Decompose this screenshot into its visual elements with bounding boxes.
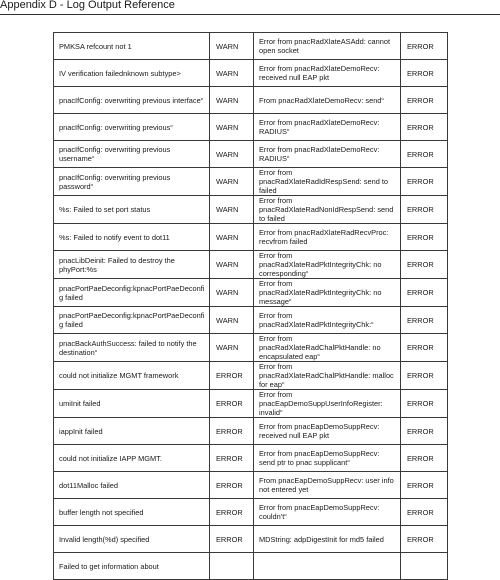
table-row [54,168,448,196]
severity-cell: ERROR [210,390,254,418]
message-cell: pnacBackAuthSuccess: failed to notify the destination“ [54,334,210,362]
severity-cell-right: ERROR [401,196,448,224]
log-table-body [54,33,448,580]
message-cell: umiInit failed [54,390,210,418]
severity-cell-right: ERROR [401,251,448,279]
table-row [54,60,448,87]
message-cell: pnacIfConfig: overwriting previous username“ [54,141,210,168]
message-cell-right: Error from pnacRadXlateRadNonIdRespSend: send to failed [254,196,401,224]
severity-cell: WARN [210,196,254,224]
message-cell-right: Error from pnacRadXlateRadPktIntegrityChk: no message“ [254,279,401,307]
message-cell-right: Error from pnacRadXlateRadChalPktHandle: malloc for eap“ [254,362,401,390]
table-row [54,279,448,307]
message-cell: %s: Failed to set port status [54,196,210,224]
message-cell: pnacIfConfig: overwriting previous password“ [54,168,210,196]
severity-cell-right: ERROR [401,472,448,499]
table-row [54,362,448,390]
severity-cell-right: ERROR [401,87,448,114]
message-cell-right: From pnacRadXlateDemoRecv: send“ [254,87,401,114]
message-cell-right: Error from pnacRadXlateDemoRecv: RADIUS“ [254,114,401,141]
message-cell: pnacIfConfig: overwriting previous“ [54,114,210,141]
message-cell-right: Error from pnacRadXlateASAdd: cannot open socket [254,33,401,60]
severity-cell: WARN [210,224,254,251]
severity-cell: ERROR [210,418,254,445]
severity-cell: ERROR [210,526,254,553]
table-row [54,472,448,499]
severity-cell: WARN [210,307,254,334]
message-cell: dot11Malloc failed [54,472,210,499]
message-cell: could not initialize IAPP MGMT. [54,445,210,472]
severity-cell: ERROR [210,499,254,526]
message-cell-right: Error from pnacRadXlateRadChalPktHandle: no encapsulated eap“ [254,334,401,362]
message-cell: pnacPortPaeDeconfig:kpnacPortPaeDeconfig failed [54,307,210,334]
message-cell-right: Error from pnacEapDemoSuppRecv: couldn't“ [254,499,401,526]
severity-cell-right: ERROR [401,418,448,445]
table-row [54,445,448,472]
severity-cell-right: ERROR [401,141,448,168]
table-row [54,251,448,279]
message-cell-right: From pnacEapDemoSuppRecv: user info not entered yet [254,472,401,499]
table-row [54,390,448,418]
severity-cell-right: ERROR [401,445,448,472]
message-cell: iappInit failed [54,418,210,445]
severity-cell: WARN [210,251,254,279]
message-cell: pnacIfConfig: overwriting previous interface“ [54,87,210,114]
message-cell-right: Error from pnacEapDemoSuppRecv: received null EAP pkt [254,418,401,445]
severity-cell-right: ERROR [401,60,448,87]
severity-cell: WARN [210,279,254,307]
message-cell-right: Error from pnacRadXlateRadPktIntegrityChk:“ [254,307,401,334]
table-row [54,196,448,224]
message-cell-right: Error from pnacRadXlateRadIdRespSend: send to failed [254,168,401,196]
table-row [54,87,448,114]
severity-cell-right: ERROR [401,526,448,553]
severity-cell: WARN [210,87,254,114]
table-row [54,33,448,60]
severity-cell-right: ERROR [401,334,448,362]
message-cell-right: Error from pnacEapDemoSuppRecv: send ptr to pnac supplicant“ [254,445,401,472]
table-row [54,307,448,334]
message-cell: Invalid length(%d) specified [54,526,210,553]
message-cell-right: Error from pnacRadXlateRadPktIntegrityChk: no corresponding“ [254,251,401,279]
message-cell: IV verification failednknown subtype> [54,60,210,87]
severity-cell-right: ERROR [401,362,448,390]
severity-cell-right [401,553,448,580]
severity-cell: WARN [210,334,254,362]
log-reference-table [53,32,448,580]
message-cell: buffer length not specified [54,499,210,526]
severity-cell [210,553,254,580]
table-row [54,526,448,553]
table-row [54,553,448,580]
message-cell-right: Error from pnacRadXlateDemoRecv: received null EAP pkt [254,60,401,87]
message-cell: Failed to get information about [54,553,210,580]
message-cell: pnacLibDeinit: Failed to destroy the phyPort:%s [54,251,210,279]
message-cell-right: Error from pnacRadXlateRadRecvProc: recvfrom failed [254,224,401,251]
message-cell-right [254,553,401,580]
severity-cell-right: ERROR [401,279,448,307]
table-row [54,224,448,251]
message-cell: PMKSA refcount not 1 [54,33,210,60]
message-cell: pnacPortPaeDeconfig:kpnacPortPaeDeconfig failed [54,279,210,307]
message-cell-right: Error from pnacEapDemoSuppUserInfoRegister: invalid“ [254,390,401,418]
message-cell: could not initialize MGMT framework [54,362,210,390]
page-header-title: Appendix D - Log Output Reference [0,0,175,11]
message-cell-right: Error from pnacRadXlateDemoRecv: RADIUS“ [254,141,401,168]
severity-cell-right: ERROR [401,499,448,526]
severity-cell: WARN [210,141,254,168]
severity-cell: ERROR [210,362,254,390]
table-row [54,141,448,168]
severity-cell: WARN [210,33,254,60]
severity-cell-right: ERROR [401,168,448,196]
severity-cell: WARN [210,114,254,141]
table-row [54,114,448,141]
message-cell-right: MDString: adpDigestInit for md5 failed [254,526,401,553]
severity-cell-right: ERROR [401,224,448,251]
table-row [54,418,448,445]
severity-cell: ERROR [210,445,254,472]
severity-cell-right: ERROR [401,390,448,418]
header-rule [0,14,500,15]
severity-cell: WARN [210,168,254,196]
table-row [54,334,448,362]
message-cell: %s: Failed to notify event to dot11 [54,224,210,251]
severity-cell: ERROR [210,472,254,499]
severity-cell-right: ERROR [401,114,448,141]
severity-cell-right: ERROR [401,307,448,334]
severity-cell-right: ERROR [401,33,448,60]
table-row [54,499,448,526]
severity-cell: WARN [210,60,254,87]
